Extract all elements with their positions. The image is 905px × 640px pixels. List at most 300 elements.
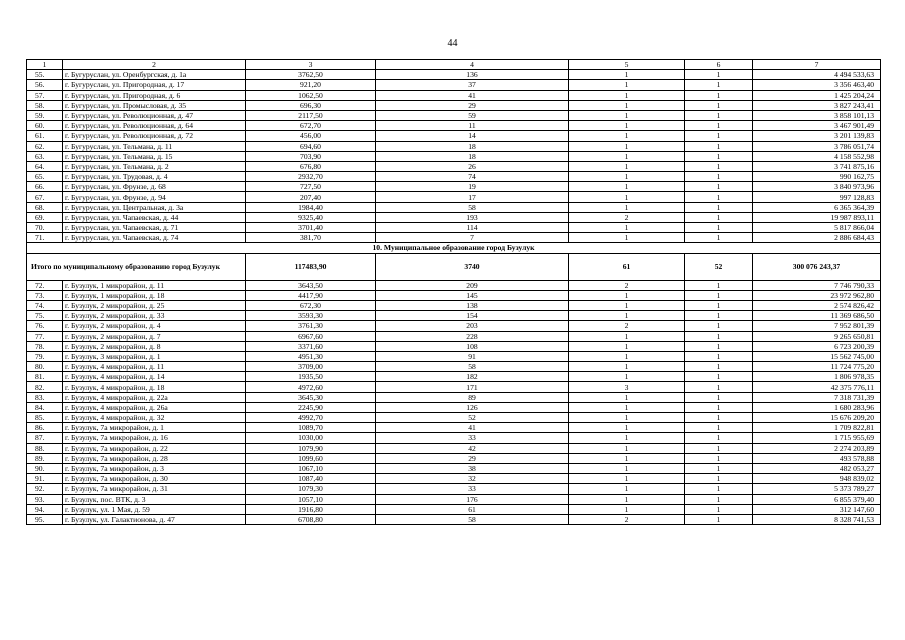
table-row bbox=[27, 131, 881, 141]
table-cell: 456,00 bbox=[246, 131, 376, 141]
table-cell: 3643,50 bbox=[246, 280, 376, 290]
table-cell: 41 bbox=[376, 90, 569, 100]
table-cell: 997 128,83 bbox=[753, 192, 881, 202]
table-cell: 74 bbox=[376, 172, 569, 182]
table-cell: 3645,30 bbox=[246, 392, 376, 402]
table-cell: 1 bbox=[685, 423, 753, 433]
table-cell: 193 bbox=[376, 212, 569, 222]
table-cell: 79. bbox=[27, 351, 63, 361]
table-cell: г. Бузулук, 4 микрорайон, д. 14 bbox=[63, 372, 246, 382]
table-cell: 7 318 731,39 bbox=[753, 392, 881, 402]
table-row bbox=[27, 423, 881, 433]
table-row bbox=[27, 100, 881, 110]
table-cell: 15 676 209,20 bbox=[753, 413, 881, 423]
table-cell: 1 bbox=[685, 362, 753, 372]
table-cell: 1 bbox=[569, 182, 685, 192]
table-row bbox=[27, 392, 881, 402]
table-cell: 1 bbox=[569, 223, 685, 233]
table-row bbox=[27, 341, 881, 351]
table-cell: 4951,30 bbox=[246, 351, 376, 361]
table-cell: г. Бугуруслан, ул. Революционная, д. 47 bbox=[63, 110, 246, 120]
table-cell: г. Бузулук, 7а микрорайон, д. 1 bbox=[63, 423, 246, 433]
table-row bbox=[27, 202, 881, 212]
table-cell: 126 bbox=[376, 402, 569, 412]
table-row bbox=[27, 484, 881, 494]
table-cell: 948 839,02 bbox=[753, 474, 881, 484]
table-cell: 228 bbox=[376, 331, 569, 341]
housing-table bbox=[26, 59, 881, 525]
table-cell: 91. bbox=[27, 474, 63, 484]
table-cell: 15 562 745,00 bbox=[753, 351, 881, 361]
table-cell: г. Бугуруслан, ул. Чапаевская, д. 74 bbox=[63, 233, 246, 243]
table-cell: 1 bbox=[569, 300, 685, 310]
table-row bbox=[27, 70, 881, 80]
table-cell: 94. bbox=[27, 504, 63, 514]
table-cell: 3762,50 bbox=[246, 70, 376, 80]
table-cell: 89. bbox=[27, 453, 63, 463]
table-cell: 1 bbox=[685, 202, 753, 212]
table-cell: г. Бугуруслан, ул. Пригородная, д. 6 bbox=[63, 90, 246, 100]
table-cell: 1 bbox=[685, 280, 753, 290]
table-cell: 77. bbox=[27, 331, 63, 341]
table-cell: 1079,90 bbox=[246, 443, 376, 453]
table-cell: 3 840 973,96 bbox=[753, 182, 881, 192]
table-cell: 727,50 bbox=[246, 182, 376, 192]
table-cell: 1 bbox=[685, 484, 753, 494]
table-cell: г. Бугуруслан, ул. Чапаевская, д. 71 bbox=[63, 223, 246, 233]
table-cell: 70. bbox=[27, 223, 63, 233]
table-row bbox=[27, 80, 881, 90]
table-cell: г. Бузулук, 1 микрорайон, д. 11 bbox=[63, 280, 246, 290]
table-cell: 66. bbox=[27, 182, 63, 192]
table-cell: 1 bbox=[685, 392, 753, 402]
column-header: 6 bbox=[685, 60, 753, 70]
table-cell: 1 bbox=[685, 474, 753, 484]
table-cell: 67. bbox=[27, 192, 63, 202]
table-cell: 2 bbox=[569, 280, 685, 290]
table-cell: 95. bbox=[27, 514, 63, 524]
table-cell: 61. bbox=[27, 131, 63, 141]
table-cell: 17 bbox=[376, 192, 569, 202]
table-row bbox=[27, 311, 881, 321]
table-cell: г. Бузулук, 2 микрорайон, д. 7 bbox=[63, 331, 246, 341]
table-cell: 1057,10 bbox=[246, 494, 376, 504]
table-cell: 703,90 bbox=[246, 151, 376, 161]
table-cell: 62. bbox=[27, 141, 63, 151]
table-cell: 18 bbox=[376, 141, 569, 151]
total-residents: 3740 bbox=[376, 253, 569, 280]
table-cell: 1 bbox=[685, 443, 753, 453]
table-cell: 1 bbox=[685, 351, 753, 361]
table-cell: 1 bbox=[685, 161, 753, 171]
table-cell: 83. bbox=[27, 392, 63, 402]
table-cell: 6708,80 bbox=[246, 514, 376, 524]
table-cell: 2 574 826,42 bbox=[753, 300, 881, 310]
table-cell: 1 bbox=[685, 453, 753, 463]
table-cell: 1 715 955,69 bbox=[753, 433, 881, 443]
table-cell: 1 bbox=[685, 311, 753, 321]
table-cell: 6967,60 bbox=[246, 331, 376, 341]
table-body bbox=[27, 60, 881, 525]
table-cell: 6 855 379,40 bbox=[753, 494, 881, 504]
table-cell: 78. bbox=[27, 341, 63, 351]
table-cell: г. Бугуруслан, ул. Тельмана, д. 11 bbox=[63, 141, 246, 151]
table-cell: 1 bbox=[685, 70, 753, 80]
table-cell: г. Бузулук, 7а микрорайон, д. 30 bbox=[63, 474, 246, 484]
table-cell: 58 bbox=[376, 202, 569, 212]
table-cell: 696,30 bbox=[246, 100, 376, 110]
table-cell: 1099,60 bbox=[246, 453, 376, 463]
table-cell: г. Бузулук, 4 микрорайон, д. 26а bbox=[63, 402, 246, 412]
table-cell: г. Бугуруслан, ул. Оренбургская, д. 1а bbox=[63, 70, 246, 80]
table-cell: 1 bbox=[685, 131, 753, 141]
table-cell: 60. bbox=[27, 121, 63, 131]
table-cell: 1087,40 bbox=[246, 474, 376, 484]
table-cell: г. Бузулук, 2 микрорайон, д. 25 bbox=[63, 300, 246, 310]
table-cell: 672,70 bbox=[246, 121, 376, 131]
table-cell: 1 bbox=[569, 151, 685, 161]
table-cell: 63. bbox=[27, 151, 63, 161]
table-cell: 1 bbox=[685, 223, 753, 233]
table-cell: 33 bbox=[376, 433, 569, 443]
table-cell: 1 bbox=[569, 433, 685, 443]
table-cell: 8 328 741,53 bbox=[753, 514, 881, 524]
table-cell: 26 bbox=[376, 161, 569, 171]
table-cell: 3 bbox=[569, 382, 685, 392]
table-cell: 3 858 101,13 bbox=[753, 110, 881, 120]
table-cell: 1 bbox=[569, 131, 685, 141]
table-cell: 3593,30 bbox=[246, 311, 376, 321]
table-cell: 3 786 051,74 bbox=[753, 141, 881, 151]
table-row bbox=[27, 453, 881, 463]
table-cell: 73. bbox=[27, 290, 63, 300]
table-cell: г. Бузулук, ул. Галактионова, д. 47 bbox=[63, 514, 246, 524]
table-cell: 2932,70 bbox=[246, 172, 376, 182]
table-row bbox=[27, 161, 881, 171]
table-cell: 75. bbox=[27, 311, 63, 321]
table-row bbox=[27, 90, 881, 100]
table-cell: 1 bbox=[569, 311, 685, 321]
table-cell: 1 bbox=[569, 474, 685, 484]
table-cell: 1 bbox=[685, 151, 753, 161]
table-cell: г. Бугуруслан, ул. Чапаевская, д. 44 bbox=[63, 212, 246, 222]
table-cell: 1 bbox=[569, 70, 685, 80]
table-cell: 76. bbox=[27, 321, 63, 331]
table-cell: 11 369 686,50 bbox=[753, 311, 881, 321]
column-header: 3 bbox=[246, 60, 376, 70]
table-cell: г. Бузулук, 7а микрорайон, д. 28 bbox=[63, 453, 246, 463]
table-cell: 145 bbox=[376, 290, 569, 300]
section-title: 10. Муниципальное образование город Бузулук bbox=[27, 243, 881, 253]
table-cell: 1 bbox=[685, 233, 753, 243]
table-cell: 1 bbox=[569, 443, 685, 453]
table-cell: г. Бузулук, 4 микрорайон, д. 32 bbox=[63, 413, 246, 423]
table-cell: 1 bbox=[569, 192, 685, 202]
table-cell: 42 375 776,11 bbox=[753, 382, 881, 392]
table-cell: 2 bbox=[569, 212, 685, 222]
table-row bbox=[27, 382, 881, 392]
total-cost: 300 076 243,37 bbox=[753, 253, 881, 280]
table-cell: 42 bbox=[376, 443, 569, 453]
table-cell: 71. bbox=[27, 233, 63, 243]
table-cell: 6 365 364,39 bbox=[753, 202, 881, 212]
section-heading-row bbox=[27, 243, 881, 253]
table-row bbox=[27, 300, 881, 310]
table-cell: 57. bbox=[27, 90, 63, 100]
table-row bbox=[27, 182, 881, 192]
table-cell: г. Бузулук, 1 микрорайон, д. 18 bbox=[63, 290, 246, 300]
table-cell: 55. bbox=[27, 70, 63, 80]
table-cell: г. Бузулук, 2 микрорайон, д. 4 bbox=[63, 321, 246, 331]
table-cell: 1 bbox=[569, 110, 685, 120]
table-cell: 1 bbox=[569, 100, 685, 110]
table-cell: 2 bbox=[569, 321, 685, 331]
table-cell: 1 bbox=[569, 90, 685, 100]
table-cell: 1 bbox=[685, 372, 753, 382]
table-cell: 1 bbox=[569, 161, 685, 171]
table-cell: 1 bbox=[685, 331, 753, 341]
table-cell: 1 bbox=[569, 233, 685, 243]
table-cell: 2 886 684,43 bbox=[753, 233, 881, 243]
table-cell: 493 578,88 bbox=[753, 453, 881, 463]
table-cell: 3701,40 bbox=[246, 223, 376, 233]
table-cell: 23 972 962,80 bbox=[753, 290, 881, 300]
table-cell: г. Бугуруслан, ул. Революционная, д. 72 bbox=[63, 131, 246, 141]
table-cell: 1 bbox=[685, 341, 753, 351]
table-cell: 1 806 978,35 bbox=[753, 372, 881, 382]
table-row bbox=[27, 331, 881, 341]
table-cell: 69. bbox=[27, 212, 63, 222]
table-cell: 90. bbox=[27, 463, 63, 473]
table-cell: 3761,30 bbox=[246, 321, 376, 331]
table-cell: 672,30 bbox=[246, 300, 376, 310]
table-row bbox=[27, 121, 881, 131]
table-cell: 154 bbox=[376, 311, 569, 321]
table-cell: 2 274 203,89 bbox=[753, 443, 881, 453]
table-cell: 68. bbox=[27, 202, 63, 212]
table-cell: 58 bbox=[376, 362, 569, 372]
table-cell: 1984,40 bbox=[246, 202, 376, 212]
total-col6: 52 bbox=[685, 253, 753, 280]
table-cell: 1067,10 bbox=[246, 463, 376, 473]
table-cell: 3 201 139,83 bbox=[753, 131, 881, 141]
table-cell: 38 bbox=[376, 463, 569, 473]
table-cell: 1 bbox=[685, 514, 753, 524]
table-cell: 1 bbox=[685, 504, 753, 514]
table-cell: 1 bbox=[569, 331, 685, 341]
table-cell: 19 987 893,11 bbox=[753, 212, 881, 222]
table-row bbox=[27, 110, 881, 120]
table-cell: 1 bbox=[685, 141, 753, 151]
table-cell: 1 bbox=[569, 423, 685, 433]
table-cell: 114 bbox=[376, 223, 569, 233]
table-cell: 1 bbox=[569, 484, 685, 494]
table-row bbox=[27, 172, 881, 182]
table-row bbox=[27, 151, 881, 161]
table-cell: г. Бузулук, 7а микрорайон, д. 3 bbox=[63, 463, 246, 473]
table-row bbox=[27, 504, 881, 514]
column-header: 2 bbox=[63, 60, 246, 70]
table-cell: 3 827 243,41 bbox=[753, 100, 881, 110]
table-cell: г. Бузулук, 2 микрорайон, д. 33 bbox=[63, 311, 246, 321]
total-label: Итого по муниципальному образованию город Бузулук bbox=[27, 253, 246, 280]
table-cell: 209 bbox=[376, 280, 569, 290]
table-cell: 74. bbox=[27, 300, 63, 310]
table-cell: г. Бугуруслан, ул. Фрунзе, д. 94 bbox=[63, 192, 246, 202]
table-cell: г. Бугуруслан, ул. Трудовая, д. 4 bbox=[63, 172, 246, 182]
table-cell: 1 bbox=[685, 100, 753, 110]
table-cell: 18 bbox=[376, 151, 569, 161]
table-cell: 88. bbox=[27, 443, 63, 453]
table-cell: г. Бузулук, пос. ВТК, д. 3 bbox=[63, 494, 246, 504]
table-cell: 1 bbox=[685, 212, 753, 222]
table-cell: 59 bbox=[376, 110, 569, 120]
table-cell: 3 741 875,16 bbox=[753, 161, 881, 171]
table-cell: г. Бузулук, 4 микрорайон, д. 18 bbox=[63, 382, 246, 392]
table-cell: 1 bbox=[685, 182, 753, 192]
table-cell: 1 bbox=[569, 290, 685, 300]
table-cell: г. Бузулук, 4 микрорайон, д. 22а bbox=[63, 392, 246, 402]
column-header: 1 bbox=[27, 60, 63, 70]
table-row bbox=[27, 141, 881, 151]
table-cell: 1 bbox=[569, 453, 685, 463]
table-cell: 86. bbox=[27, 423, 63, 433]
table-cell: г. Бузулук, 4 микрорайон, д. 11 bbox=[63, 362, 246, 372]
table-cell: 33 bbox=[376, 484, 569, 494]
table-cell: 56. bbox=[27, 80, 63, 90]
table-cell: 2117,50 bbox=[246, 110, 376, 120]
table-cell: г. Бузулук, 7а микрорайон, д. 31 bbox=[63, 484, 246, 494]
table-row bbox=[27, 290, 881, 300]
table-cell: 58 bbox=[376, 514, 569, 524]
table-cell: 9 265 650,81 bbox=[753, 331, 881, 341]
table-cell: 85. bbox=[27, 413, 63, 423]
table-cell: 1 bbox=[685, 300, 753, 310]
table-cell: 138 bbox=[376, 300, 569, 310]
table-cell: 990 162,75 bbox=[753, 172, 881, 182]
table-cell: 1 bbox=[569, 413, 685, 423]
table-cell: 1 bbox=[569, 202, 685, 212]
table-cell: г. Бугуруслан, ул. Пригородная, д. 17 bbox=[63, 80, 246, 90]
table-cell: 7 746 790,33 bbox=[753, 280, 881, 290]
table-cell: 1 bbox=[685, 110, 753, 120]
table-cell: 1 bbox=[685, 172, 753, 182]
table-cell: 52 bbox=[376, 413, 569, 423]
table-cell: г. Бугуруслан, ул. Тельмана, д. 15 bbox=[63, 151, 246, 161]
table-cell: 4992,70 bbox=[246, 413, 376, 423]
table-cell: 1916,80 bbox=[246, 504, 376, 514]
table-cell: 32 bbox=[376, 474, 569, 484]
table-row bbox=[27, 474, 881, 484]
table-cell: 207,40 bbox=[246, 192, 376, 202]
table-cell: 5 817 866,04 bbox=[753, 223, 881, 233]
table-cell: г. Бугуруслан, ул. Промысловая, д. 35 bbox=[63, 100, 246, 110]
table-cell: 203 bbox=[376, 321, 569, 331]
header-row bbox=[27, 60, 881, 70]
column-header: 4 bbox=[376, 60, 569, 70]
table-cell: 1 bbox=[569, 141, 685, 151]
total-col5: 61 bbox=[569, 253, 685, 280]
table-cell: 1 bbox=[685, 290, 753, 300]
table-cell: 1062,50 bbox=[246, 90, 376, 100]
table-cell: 11 bbox=[376, 121, 569, 131]
table-cell: г. Бузулук, 3 микрорайон, д. 1 bbox=[63, 351, 246, 361]
table-cell: 58. bbox=[27, 100, 63, 110]
table-cell: 108 bbox=[376, 341, 569, 351]
table-cell: 4972,60 bbox=[246, 382, 376, 392]
table-cell: 1 bbox=[685, 463, 753, 473]
table-cell: 4417,90 bbox=[246, 290, 376, 300]
table-cell: 7 952 801,39 bbox=[753, 321, 881, 331]
table-cell: 482 053,27 bbox=[753, 463, 881, 473]
table-cell: 19 bbox=[376, 182, 569, 192]
table-row bbox=[27, 514, 881, 524]
table-cell: 3709,00 bbox=[246, 362, 376, 372]
table-cell: 1 bbox=[685, 121, 753, 131]
table-cell: 2245,90 bbox=[246, 402, 376, 412]
table-cell: 1 bbox=[569, 80, 685, 90]
table-cell: 82. bbox=[27, 382, 63, 392]
table-cell: 2 bbox=[569, 514, 685, 524]
table-row bbox=[27, 212, 881, 222]
table-cell: 87. bbox=[27, 433, 63, 443]
table-row bbox=[27, 372, 881, 382]
table-row bbox=[27, 413, 881, 423]
table-cell: 72. bbox=[27, 280, 63, 290]
table-cell: 92. bbox=[27, 484, 63, 494]
table-row bbox=[27, 351, 881, 361]
table-cell: 89 bbox=[376, 392, 569, 402]
table-row bbox=[27, 223, 881, 233]
table-cell: 14 bbox=[376, 131, 569, 141]
table-cell: 1 709 822,81 bbox=[753, 423, 881, 433]
table-cell: 1 bbox=[569, 341, 685, 351]
table-cell: г. Бугуруслан, ул. Фрунзе, д. 68 bbox=[63, 182, 246, 192]
table-row bbox=[27, 494, 881, 504]
table-cell: 1 bbox=[569, 494, 685, 504]
table-row bbox=[27, 463, 881, 473]
table-row bbox=[27, 321, 881, 331]
table-cell: 41 bbox=[376, 423, 569, 433]
table-cell: 381,70 bbox=[246, 233, 376, 243]
table-cell: 6 723 200,39 bbox=[753, 341, 881, 351]
table-row bbox=[27, 443, 881, 453]
table-cell: 1 bbox=[569, 463, 685, 473]
table-cell: 7 bbox=[376, 233, 569, 243]
table-cell: 1030,00 bbox=[246, 433, 376, 443]
table-cell: 3 467 901,49 bbox=[753, 121, 881, 131]
table-cell: 65. bbox=[27, 172, 63, 182]
table-cell: г. Бугуруслан, ул. Революционная, д. 64 bbox=[63, 121, 246, 131]
table-cell: 59. bbox=[27, 110, 63, 120]
table-cell: 29 bbox=[376, 100, 569, 110]
table-cell: 64. bbox=[27, 161, 63, 171]
table-cell: г. Бугуруслан, ул. Центральная, д. 3а bbox=[63, 202, 246, 212]
table-cell: 1 bbox=[685, 90, 753, 100]
table-cell: 1 bbox=[685, 321, 753, 331]
column-header: 7 bbox=[753, 60, 881, 70]
table-cell: 84. bbox=[27, 402, 63, 412]
table-cell: 37 bbox=[376, 80, 569, 90]
table-cell: 93. bbox=[27, 494, 63, 504]
table-cell: 1 bbox=[569, 121, 685, 131]
table-cell: 1 680 283,96 bbox=[753, 402, 881, 412]
table-cell: 1 bbox=[569, 351, 685, 361]
table-cell: 1935,50 bbox=[246, 372, 376, 382]
table-cell: г. Бузулук, ул. 1 Мая, д. 59 bbox=[63, 504, 246, 514]
table-cell: г. Бугуруслан, ул. Тельмана, д. 2 bbox=[63, 161, 246, 171]
table-cell: 4 158 552,98 bbox=[753, 151, 881, 161]
